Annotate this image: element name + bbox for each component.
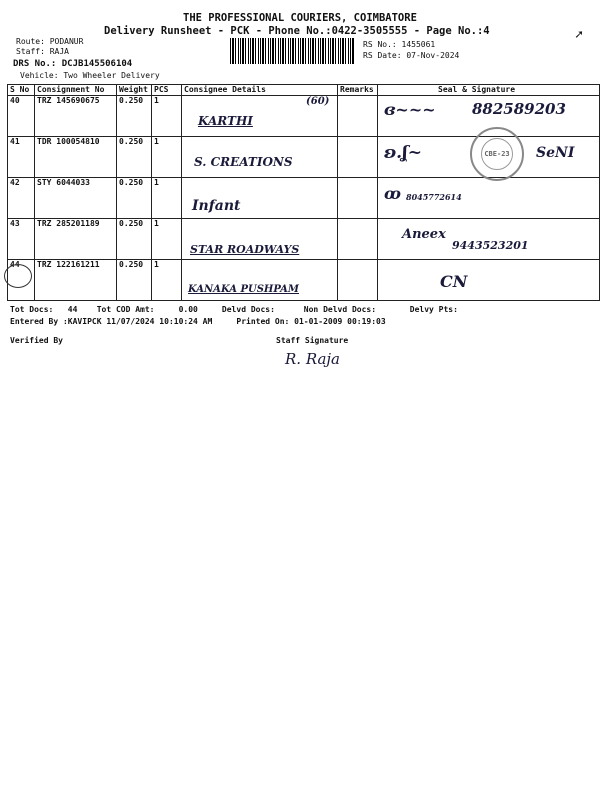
totals-line: Tot Docs: 44 Tot COD Amt: 0.00 Delvd Docs: Non Delvd Docs: Delvy Pts: [10, 305, 458, 314]
col-weight-header: Weight [117, 85, 152, 96]
verified-by-label: Verified By [10, 336, 63, 345]
row-weight: 0.250 [117, 260, 152, 301]
page-subtitle: Delivery Runsheet - PCK - Phone No.:0422-3505555 - Page No.:4 [104, 25, 490, 37]
route-text: Route: PODANUR [16, 37, 84, 46]
staff-signature-label: Staff Signature [276, 336, 349, 345]
row-remarks [338, 219, 378, 260]
row-weight: 0.250 [117, 178, 152, 219]
handwritten-phone: 882589203 [472, 100, 566, 118]
row-sno: 40 [8, 96, 35, 137]
handwritten-consignee: STAR ROADWAYS [190, 243, 300, 256]
rs-number: RS No.: 1455061 [363, 40, 436, 49]
check-circle-icon [4, 264, 32, 288]
handwritten-signature: ꝏ [384, 184, 401, 203]
handwritten-name: SeNI [536, 145, 575, 161]
row-consignment: TDR 100054810 [35, 137, 117, 178]
row-sno: 42 [8, 178, 35, 219]
handwritten-consignee: KANAKA PUSHPAM [188, 284, 300, 295]
table-row [8, 178, 600, 219]
handwritten-note: (60) [306, 96, 330, 107]
handwritten-signature: Aneex [402, 227, 446, 242]
table-row [8, 260, 600, 301]
row-pcs: 1 [152, 219, 182, 260]
row-remarks [338, 96, 378, 137]
row-sno: 44 [10, 260, 20, 269]
row-weight: 0.250 [117, 96, 152, 137]
handwritten-signature: ɞ~~~ [384, 100, 436, 119]
vehicle-text: Vehicle: Two Wheeler Delivery [20, 71, 160, 80]
col-consignment-header: Consignment No [35, 85, 117, 96]
table-row [8, 219, 600, 260]
rubber-stamp-seal [470, 127, 524, 181]
row-remarks [338, 137, 378, 178]
row-pcs: 1 [152, 178, 182, 219]
row-consignment: STY 6044033 [35, 178, 117, 219]
table-row [8, 137, 600, 178]
col-remarks-header: Remarks [338, 85, 378, 96]
drs-number: DRS No.: DCJB145506104 [13, 59, 133, 69]
col-consignee-header: Consignee Details [182, 85, 338, 96]
row-sno: 43 [8, 219, 35, 260]
row-sno: 41 [8, 137, 35, 178]
entered-line: Entered By :KAVIPCK 11/07/2024 10:10:24 AM Printed On: 01-01-2009 00:19:03 [10, 317, 386, 326]
handwritten-signature: CN [440, 272, 468, 291]
handwritten-consignee: Infant [192, 198, 241, 214]
handwritten-phone: 8045772614 [406, 192, 462, 202]
barcode [230, 38, 354, 64]
handwritten-consignee: S. CREATIONS [194, 155, 293, 169]
rs-date: RS Date: 07-Nov-2024 [363, 51, 460, 60]
row-pcs: 1 [152, 137, 182, 178]
stamp-text: CBE-23 [481, 138, 513, 170]
row-weight: 0.250 [117, 219, 152, 260]
table-header-row [8, 85, 600, 96]
staff-text: Staff: RAJA [16, 47, 69, 56]
row-pcs: 1 [152, 260, 182, 301]
row-consignment: TRZ 122161211 [35, 260, 117, 301]
page-title: THE PROFESSIONAL COURIERS, COIMBATORE [183, 12, 417, 24]
handwritten-phone: 9443523201 [452, 239, 529, 252]
row-consignment: TRZ 145690675 [35, 96, 117, 137]
col-sno-header: S No [8, 85, 35, 96]
handwritten-consignee: KARTHI [198, 114, 253, 128]
row-pcs: 1 [152, 96, 182, 137]
col-pcs-header: PCS [152, 85, 182, 96]
staff-signature: R. Raja [285, 350, 341, 368]
row-consignment: TRZ 285201189 [35, 219, 117, 260]
tick-mark-icon: ➚ [575, 28, 583, 43]
runsheet-table [7, 84, 600, 301]
row-remarks [338, 178, 378, 219]
row-weight: 0.250 [117, 137, 152, 178]
col-signature-header: Seal & Signature [378, 85, 600, 96]
handwritten-signature: ʚ.ʆ~ [384, 143, 422, 163]
row-remarks [338, 260, 378, 301]
